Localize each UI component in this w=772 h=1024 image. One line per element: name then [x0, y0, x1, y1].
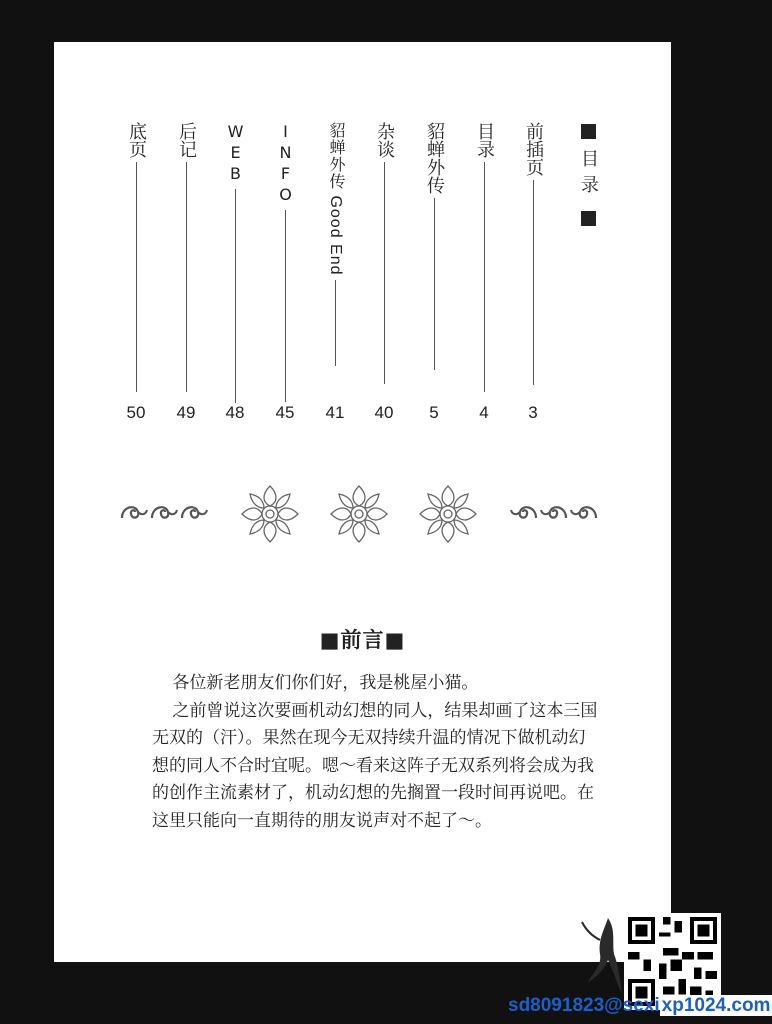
preface-paragraph: 各位新老朋友们你们好，我是桃屋小猫。 — [172, 673, 479, 693]
toc-entry-title: 貂蝉外传 Good End — [327, 122, 344, 276]
toc-leader-line — [484, 162, 485, 392]
toc-leader-line — [384, 162, 385, 384]
toc-leader-line — [136, 162, 137, 392]
ornament-row — [54, 482, 671, 552]
toc-entry — [471, 122, 497, 392]
toc-header-title: 目录 — [578, 149, 599, 201]
toc-entry — [123, 122, 149, 392]
swirl-ornament-icon — [178, 496, 210, 528]
swirl-ornament-icon — [148, 496, 180, 528]
square-bullet-icon — [581, 124, 596, 139]
toc-entry-title: 杂谈 — [374, 122, 395, 158]
document-page — [54, 42, 671, 962]
toc-entry — [421, 122, 447, 370]
watermark-url — [508, 995, 772, 1017]
lace-flower-ornament-icon — [238, 482, 302, 546]
toc-entry-title: 前插页 — [523, 122, 544, 176]
toc-leader-line — [285, 210, 286, 402]
toc-header — [573, 124, 603, 226]
toc-entry — [520, 122, 546, 385]
toc-leader-line — [335, 280, 336, 366]
toc-entry-page: 41 — [325, 403, 345, 422]
toc-leader-line — [434, 198, 435, 370]
preface-paragraph: 之前曾说这次要画机动幻想的同人，结果却画了这本三国无双的（汗）。果然在现今无双持续升温的情况下做机动幻想的同人不合时宜呢。嗯～看来这阵子无双系列将会成为我的创作主流素材了，机动幻想的先搁置一段时间再说吧。在这里只能向一直期待的朋友说声对不起了～。 — [152, 700, 598, 831]
toc-entry — [173, 122, 199, 392]
preface-body — [152, 670, 602, 835]
toc-entry-page: 50 — [126, 403, 146, 422]
swirl-ornament-icon — [568, 496, 600, 528]
swirl-ornament-icon — [538, 496, 570, 528]
lace-flower-ornament-icon — [327, 482, 391, 546]
toc-entry — [272, 122, 298, 402]
square-bullet-icon — [581, 211, 596, 226]
swirl-ornament-icon — [508, 496, 540, 528]
lace-flower-ornament-icon — [416, 482, 480, 546]
toc-entry — [322, 122, 348, 366]
swirl-ornament-icon — [118, 496, 150, 528]
preface-title: ■前言■ — [319, 628, 406, 652]
toc-entry-page: 3 — [528, 403, 538, 422]
toc-entry-title: 后记 — [176, 122, 197, 158]
toc-entry — [222, 122, 248, 403]
watermark-url-start: sd8091823@sexi — [508, 995, 660, 1016]
toc-entry-page: 49 — [176, 403, 196, 422]
toc-entry-title: 目录 — [474, 122, 495, 158]
dancer-silhouette-icon — [578, 910, 628, 1000]
toc-entry-title: WEB — [226, 122, 245, 185]
toc-entry-title: INFO — [276, 122, 295, 206]
toc-entry-page: 5 — [429, 403, 439, 422]
toc-leader-line — [235, 189, 236, 403]
toc-leader-line — [533, 180, 534, 385]
toc-entry-title: 底页 — [126, 122, 147, 158]
toc-entry — [371, 122, 397, 384]
toc-entry-page: 48 — [225, 403, 245, 422]
toc-entry-page: 4 — [479, 403, 489, 422]
watermark-url-end: xp1024.com — [661, 995, 771, 1016]
toc-leader-line — [186, 162, 187, 392]
toc-entry-page: 40 — [374, 403, 394, 422]
toc-entry-title: 貂蝉外传 — [424, 122, 445, 194]
toc-entry-page: 45 — [275, 403, 295, 422]
